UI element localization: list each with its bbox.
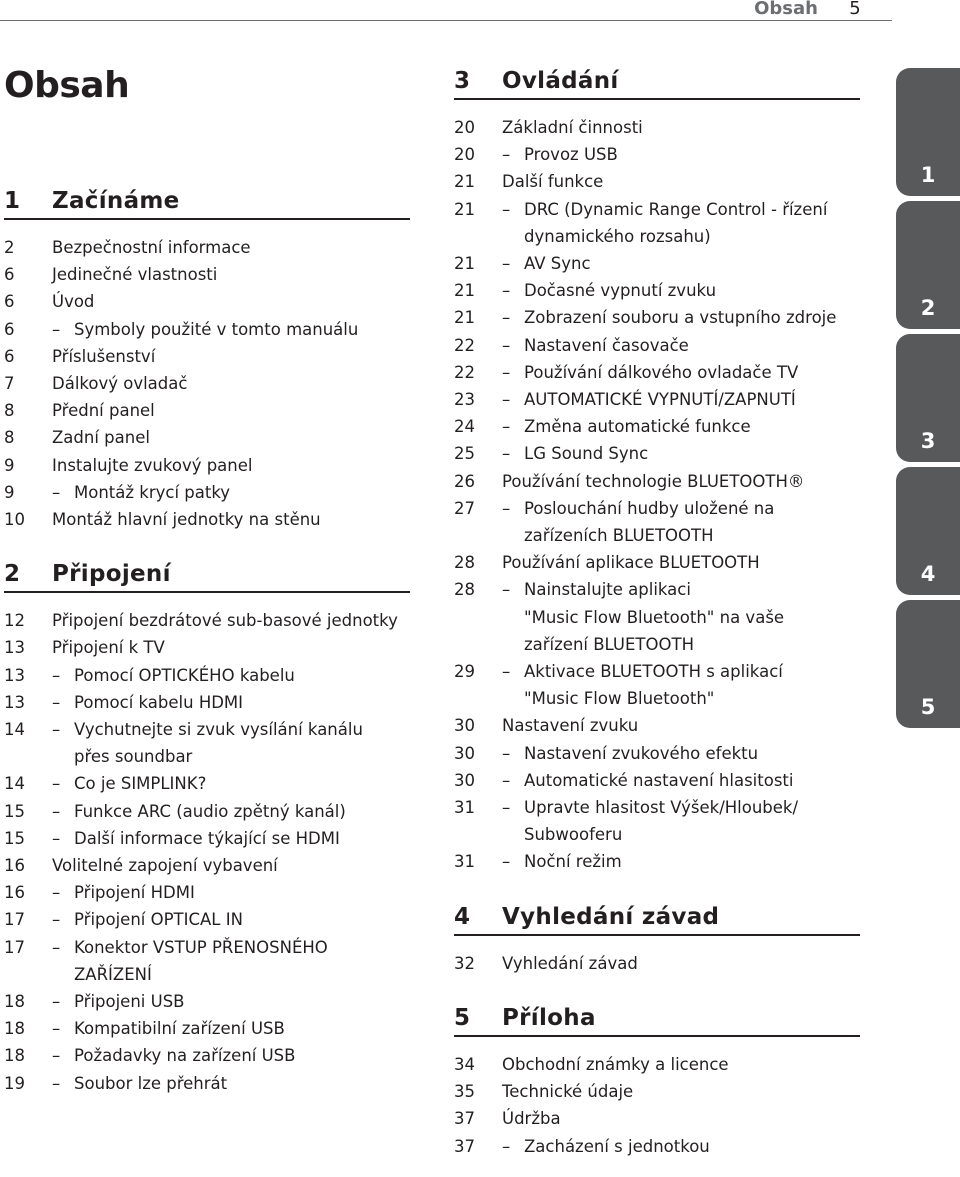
toc-page-number: 15	[4, 828, 25, 848]
toc-entry-text: Konektor VSTUP PŘENOSNÉHO	[74, 937, 328, 957]
toc-dash	[52, 743, 74, 770]
toc-page-number: 17	[4, 910, 25, 930]
toc-entry-text: Používání dálkového ovladače TV	[524, 362, 799, 382]
toc-entry-text: Montáž krycí patky	[74, 482, 231, 502]
toc-entry[interactable]	[454, 740, 860, 767]
toc-entry[interactable]	[454, 413, 860, 440]
toc-entry-text: Poslouchání hudby uložené na	[524, 498, 775, 518]
toc-entry[interactable]	[454, 549, 860, 576]
toc-entry[interactable]	[4, 825, 410, 852]
toc-entry-text: Připojeni USB	[74, 992, 185, 1012]
toc-entry[interactable]	[4, 424, 410, 451]
section-heading	[454, 999, 860, 1037]
toc-dash: –	[502, 798, 511, 818]
section-5	[454, 999, 860, 1160]
toc-entry[interactable]	[4, 1070, 410, 1097]
toc-page-number: 21	[454, 281, 475, 301]
toc-entry[interactable]	[454, 821, 860, 848]
chapter-tab-label: 4	[920, 562, 936, 586]
toc-entry-text: Zobrazení souboru a vstupního zdroje	[524, 308, 837, 328]
toc-entry-text: zařízeních BLUETOOTH	[524, 526, 714, 546]
toc-entry[interactable]	[4, 961, 410, 988]
toc-entry[interactable]	[454, 794, 860, 821]
toc-entry-text: dynamického rozsahu)	[524, 226, 711, 246]
section-title: Příloha	[502, 1004, 596, 1031]
section-heading	[4, 182, 410, 220]
toc-entry[interactable]	[4, 798, 410, 825]
toc-entry-text: DRC (Dynamic Range Control - řízení	[524, 199, 828, 219]
chapter-tab-1[interactable]	[896, 68, 960, 196]
toc-page-number: 35	[454, 1082, 475, 1102]
toc-page-number: 25	[454, 444, 475, 464]
toc-entry[interactable]	[4, 288, 410, 315]
section-4	[454, 898, 860, 977]
toc-dash: –	[52, 937, 61, 957]
toc-entry[interactable]	[454, 576, 860, 603]
toc-dash	[502, 604, 524, 631]
toc-dash: –	[502, 281, 511, 301]
toc-page-number: 21	[454, 172, 475, 192]
toc-entry[interactable]	[4, 1042, 410, 1069]
toc-entry-text: Nastavení zvukového efektu	[524, 743, 759, 763]
toc-entry-text: Připojení HDMI	[74, 883, 195, 903]
toc-entry[interactable]	[4, 1015, 410, 1042]
toc-entry-text: Změna automatické funkce	[524, 417, 751, 437]
toc-entry-text: Příslušenství	[52, 346, 156, 366]
toc-entry-text: AV Sync	[524, 254, 591, 274]
toc-dash: –	[52, 665, 61, 685]
toc-dash: –	[52, 910, 61, 930]
toc-page-number: 30	[454, 770, 475, 790]
toc-entry[interactable]	[4, 879, 410, 906]
right-column	[454, 62, 860, 1160]
section-title: Začínáme	[52, 188, 180, 214]
toc-entry[interactable]	[454, 604, 860, 631]
toc-page-number: 20	[454, 145, 475, 165]
toc-entry-text: Subwooferu	[524, 825, 623, 845]
toc-dash	[52, 961, 74, 988]
toc-dash: –	[502, 335, 511, 355]
toc-entry-text: Montáž hlavní jednotky na stěnu	[52, 510, 321, 530]
toc-dash: –	[52, 883, 61, 903]
toc-entry[interactable]	[454, 1051, 860, 1078]
toc-entry-text: Zacházení s jednotkou	[524, 1136, 710, 1156]
toc-entry[interactable]	[454, 332, 860, 359]
toc-entry[interactable]	[454, 848, 860, 875]
toc-page-number: 6	[4, 292, 15, 312]
chapter-tab-5[interactable]	[896, 600, 960, 728]
toc-entry[interactable]	[454, 250, 860, 277]
toc-page-number: 28	[454, 553, 475, 573]
toc-page-number: 19	[4, 1073, 25, 1093]
toc-entry-text: Připojení OPTICAL IN	[74, 910, 243, 930]
toc-entry[interactable]	[4, 506, 410, 533]
toc-entry[interactable]	[4, 634, 410, 661]
toc-page-number: 17	[4, 937, 25, 957]
toc-entry[interactable]	[454, 685, 860, 712]
toc-dash: –	[52, 1073, 61, 1093]
toc-entry-text: Aktivace BLUETOOTH s aplikací	[524, 662, 783, 682]
section-title: Vyhledání závad	[502, 903, 720, 930]
toc-page-number: 30	[454, 743, 475, 763]
section-number: 2	[4, 561, 21, 588]
toc-page-number: 22	[454, 335, 475, 355]
toc-dash: –	[52, 1046, 61, 1066]
toc-entry-text: Úvod	[52, 292, 95, 312]
chapter-tab-4[interactable]	[896, 467, 960, 595]
toc-entry-text: zařízení BLUETOOTH	[524, 634, 694, 654]
toc-page-number: 23	[454, 390, 475, 410]
toc-entry[interactable]	[4, 479, 410, 506]
section-entries	[4, 234, 410, 533]
toc-entry[interactable]	[4, 261, 410, 288]
toc-page-number: 18	[4, 1019, 25, 1039]
toc-page-number: 29	[454, 662, 475, 682]
toc-entry-text: Kompatibilní zařízení USB	[74, 1019, 285, 1039]
toc-entry-text: Nainstalujte aplikaci	[524, 580, 691, 600]
section-heading	[4, 555, 410, 593]
toc-entry[interactable]	[454, 495, 860, 522]
toc-entry[interactable]	[4, 397, 410, 424]
toc-entry[interactable]	[4, 906, 410, 933]
toc-entry-text: Dálkový ovladač	[52, 374, 188, 394]
toc-page-number: 9	[4, 482, 15, 502]
toc-entry-text: Pomocí OPTICKÉHO kabelu	[74, 665, 295, 685]
chapter-tab-3[interactable]	[896, 334, 960, 462]
toc-entry[interactable]	[454, 631, 860, 658]
toc-entry-text: Provoz USB	[524, 145, 618, 165]
toc-entry-text: Jedinečné vlastnosti	[52, 265, 218, 285]
toc-entry[interactable]	[454, 277, 860, 304]
section-2	[4, 555, 410, 1097]
toc-dash: –	[502, 580, 511, 600]
toc-entry[interactable]	[4, 743, 410, 770]
toc-entry-text: Noční režim	[524, 852, 622, 872]
toc-dash: –	[52, 1019, 61, 1039]
section-3	[454, 62, 860, 876]
section-entries	[454, 1051, 860, 1160]
toc-entry[interactable]	[4, 316, 410, 343]
toc-page-number: 13	[4, 692, 25, 712]
toc-page-number: 9	[4, 455, 15, 475]
toc-entry-text: Bezpečnostní informace	[52, 238, 251, 257]
toc-entry[interactable]	[454, 223, 860, 250]
toc-page-number: 37	[454, 1109, 475, 1129]
toc-entry[interactable]	[454, 950, 860, 977]
toc-entry[interactable]	[4, 607, 410, 634]
toc-entry[interactable]	[454, 1078, 860, 1105]
toc-dash: –	[52, 774, 61, 794]
toc-page-number: 6	[4, 346, 15, 366]
toc-dash: –	[502, 390, 511, 410]
toc-entry-text: Vychutnejte si zvuk vysílání kanálu	[74, 720, 363, 740]
toc-entry[interactable]	[4, 988, 410, 1015]
toc-entry-text: Přední panel	[52, 401, 155, 421]
page-number: 5	[849, 0, 861, 19]
toc-entry[interactable]	[4, 716, 410, 743]
toc-entry[interactable]	[454, 304, 860, 331]
toc-dash: –	[52, 482, 61, 502]
toc-page-number: 16	[4, 883, 25, 903]
toc-page-number: 37	[454, 1136, 475, 1156]
toc-dash	[502, 522, 524, 549]
toc-dash: –	[502, 498, 511, 518]
toc-entry-text: AUTOMATICKÉ VYPNUTÍ/ZAPNUTÍ	[524, 390, 796, 410]
toc-page-number: 31	[454, 852, 475, 872]
toc-entry-text: Další funkce	[502, 172, 604, 192]
toc-entry-text: Údržba	[502, 1109, 561, 1129]
toc-entry-text: Dočasné vypnutí zvuku	[524, 281, 717, 301]
toc-dash: –	[502, 662, 511, 682]
toc-dash	[502, 821, 524, 848]
running-header-title: Obsah	[754, 0, 818, 19]
toc-dash: –	[502, 1136, 511, 1156]
toc-entry-text: ZAŘÍZENÍ	[74, 964, 152, 984]
section-entries	[454, 950, 860, 977]
toc-page-number: 13	[4, 665, 25, 685]
toc-entry[interactable]	[4, 662, 410, 689]
toc-entry-text: Co je SIMPLINK?	[74, 774, 207, 794]
toc-entry[interactable]	[454, 468, 860, 495]
chapter-tabs	[896, 68, 960, 733]
toc-entry-text: Instalujte zvukový panel	[52, 455, 253, 475]
toc-entry[interactable]	[454, 767, 860, 794]
toc-entry[interactable]	[4, 934, 410, 961]
toc-page-number: 15	[4, 801, 25, 821]
toc-entry-text: Nastavení zvuku	[502, 716, 639, 736]
toc-entry-text: Základní činnosti	[502, 118, 643, 137]
toc-entry[interactable]	[454, 141, 860, 168]
toc-entry-text: Automatické nastavení hlasitosti	[524, 770, 794, 790]
toc-page-number: 2	[4, 238, 15, 257]
toc-entry[interactable]	[454, 522, 860, 549]
toc-entry[interactable]	[454, 712, 860, 739]
chapter-tab-label: 1	[920, 163, 936, 187]
toc-entry-text: "Music Flow Bluetooth"	[524, 689, 715, 709]
toc-dash	[502, 223, 524, 250]
toc-page-number: 12	[4, 611, 25, 631]
toc-dash: –	[52, 692, 61, 712]
chapter-tab-label: 3	[920, 429, 936, 453]
toc-entry-text: Nastavení časovače	[524, 335, 689, 355]
toc-dash: –	[52, 720, 61, 740]
toc-page-number: 22	[454, 362, 475, 382]
toc-dash: –	[502, 308, 511, 328]
header-rule	[0, 20, 892, 21]
section-number: 1	[4, 188, 21, 214]
toc-page-number: 32	[454, 953, 475, 973]
toc-entry-text: Technické údaje	[502, 1082, 634, 1102]
toc-dash: –	[502, 852, 511, 872]
toc-entry[interactable]	[4, 370, 410, 397]
toc-entry-text: Připojení bezdrátové sub-basové jednotky	[52, 611, 398, 631]
toc-dash: –	[502, 362, 511, 382]
toc-entry-text: Požadavky na zařízení USB	[74, 1046, 296, 1066]
toc-entry-text: Používání aplikace BLUETOOTH	[502, 553, 760, 573]
toc-page-number: 18	[4, 1046, 25, 1066]
toc-page-number: 34	[454, 1054, 475, 1074]
toc-page-number: 14	[4, 720, 25, 740]
toc-entry-text: přes soundbar	[74, 747, 193, 767]
toc-entry-text: Pomocí kabelu HDMI	[74, 692, 244, 712]
toc-page-number: 8	[4, 401, 15, 421]
toc-page-number: 21	[454, 308, 475, 328]
toc-entry[interactable]	[4, 234, 410, 261]
toc-dash	[502, 631, 524, 658]
toc-page-number: 24	[454, 417, 475, 437]
toc-entry-text: Upravte hlasitost Výšek/Hloubek/	[524, 798, 799, 818]
section-entries	[4, 607, 410, 1097]
toc-entry[interactable]	[454, 196, 860, 223]
toc-entry[interactable]	[454, 386, 860, 413]
toc-entry[interactable]	[454, 1105, 860, 1132]
section-title: Ovládání	[502, 68, 619, 94]
toc-page-number: 21	[454, 199, 475, 219]
toc-entry-text: Funkce ARC (audio zpětný kanál)	[74, 801, 346, 821]
toc-dash: –	[502, 145, 511, 165]
toc-page-number: 6	[4, 319, 15, 339]
toc-page-number: 16	[4, 856, 25, 876]
chapter-tab-label: 5	[920, 695, 936, 719]
section-entries	[454, 114, 860, 876]
toc-dash: –	[52, 828, 61, 848]
section-1	[4, 182, 410, 533]
toc-page-number: 31	[454, 798, 475, 818]
toc-entry-text: Používání technologie BLUETOOTH®	[502, 471, 805, 491]
toc-dash: –	[502, 444, 511, 464]
toc-page-number: 26	[454, 471, 475, 491]
toc-dash: –	[52, 992, 61, 1012]
toc-dash: –	[52, 319, 61, 339]
toc-entry[interactable]	[4, 689, 410, 716]
page-title: Obsah	[4, 65, 130, 106]
toc-page-number: 30	[454, 716, 475, 736]
toc-entry[interactable]	[454, 168, 860, 195]
toc-page-number: 14	[4, 774, 25, 794]
toc-page-number: 7	[4, 374, 15, 394]
toc-entry-text: Zadní panel	[52, 428, 150, 448]
section-title: Připojení	[52, 561, 171, 588]
toc-entry-text: Obchodní známky a licence	[502, 1054, 729, 1074]
toc-entry-text: "Music Flow Bluetooth" na vaše	[524, 607, 785, 627]
toc-entry-text: LG Sound Sync	[524, 444, 649, 464]
toc-entry[interactable]	[454, 658, 860, 685]
toc-page-number: 10	[4, 510, 25, 530]
toc-entry[interactable]	[4, 343, 410, 370]
toc-entry[interactable]	[454, 440, 860, 467]
toc-page-number: 6	[4, 265, 15, 285]
toc-entry-text: Vyhledání závad	[502, 953, 638, 973]
toc-page-number: 27	[454, 498, 475, 518]
left-column	[4, 182, 410, 1097]
section-heading	[454, 898, 860, 936]
toc-page-number: 18	[4, 992, 25, 1012]
toc-entry-text: Připojení k TV	[52, 638, 165, 658]
toc-dash: –	[502, 199, 511, 219]
toc-entry-text: Volitelné zapojení vybavení	[52, 856, 278, 876]
toc-dash: –	[52, 801, 61, 821]
toc-entry-text: Další informace týkající se HDMI	[74, 828, 340, 848]
toc-entry-text: Symboly použité v tomto manuálu	[74, 319, 359, 339]
toc-entry[interactable]	[454, 359, 860, 386]
chapter-tab-label: 2	[920, 296, 936, 320]
toc-dash: –	[502, 417, 511, 437]
section-heading	[454, 62, 860, 100]
toc-entry[interactable]	[4, 852, 410, 879]
toc-dash: –	[502, 770, 511, 790]
toc-entry[interactable]	[454, 114, 860, 141]
toc-page-number: 21	[454, 254, 475, 274]
toc-entry-text: Soubor lze přehrát	[74, 1073, 228, 1093]
toc-dash	[502, 685, 524, 712]
section-number: 5	[454, 1004, 471, 1031]
toc-page-number: 13	[4, 638, 25, 658]
toc-entry[interactable]	[4, 452, 410, 479]
toc-page-number: 28	[454, 580, 475, 600]
toc-entry[interactable]	[454, 1133, 860, 1160]
section-number: 3	[454, 68, 471, 94]
toc-entry[interactable]	[4, 770, 410, 797]
toc-page-number: 8	[4, 428, 15, 448]
chapter-tab-2[interactable]	[896, 201, 960, 329]
section-number: 4	[454, 903, 471, 930]
toc-page-number: 20	[454, 118, 475, 137]
toc-dash: –	[502, 254, 511, 274]
toc-dash: –	[502, 743, 511, 763]
